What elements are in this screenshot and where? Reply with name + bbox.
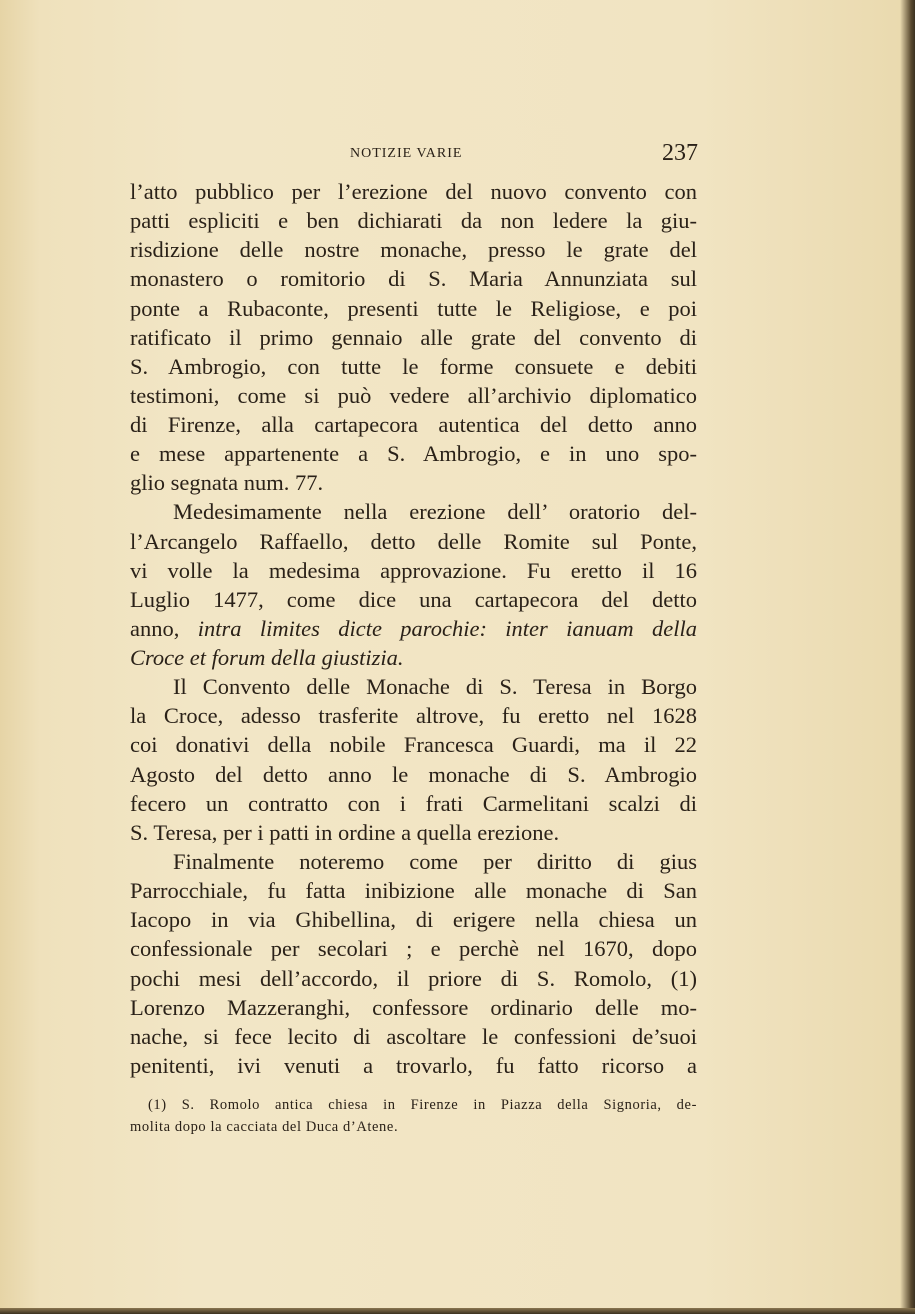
footnote-line: (1) S. Romolo antica chiesa in Firenze in Piazza della Signoria, de- — [148, 1097, 697, 1113]
italic-quote: Croce et forum della giustizia. — [130, 645, 404, 671]
text-line — [130, 906, 697, 934]
text-span: di Firenze, alla cartapecora autentica del detto anno — [130, 412, 697, 438]
text-line — [130, 965, 697, 993]
text-line — [130, 178, 697, 206]
page-edge — [0, 1308, 915, 1314]
text-line — [130, 586, 697, 614]
text-line — [130, 615, 697, 643]
text-span: penitenti, ivi venuti a trovarlo, fu fatto ricorso a — [130, 1052, 697, 1078]
text-line — [130, 324, 697, 352]
text-line — [130, 731, 697, 759]
text-line — [130, 994, 697, 1022]
text-span: confessionale per secolari ; e perchè nel 1670, dopo — [130, 936, 697, 962]
text-span: Medesimamente nella erezione dell’ oratorio del- — [173, 499, 697, 525]
text-line — [130, 295, 697, 323]
text-span: Agosto del detto anno le monache di S. Ambrogio — [130, 761, 697, 787]
text-span: Iacopo in via Ghibellina, di erigere nella chiesa un — [130, 907, 697, 933]
text-line — [130, 557, 697, 585]
text-span: nache, si fece lecito di ascoltare le confessioni de’suoi — [130, 1023, 697, 1049]
text-line — [130, 877, 697, 905]
text-span: glio segnata num. 77. — [130, 470, 324, 496]
text-line — [130, 819, 697, 847]
text-span: l’Arcangelo Raffaello, detto delle Romite sul Ponte, — [130, 528, 697, 554]
text-span: ponte a Rubaconte, presenti tutte le Religiose, e poi — [130, 295, 697, 321]
text-span: vi volle la medesima approvazione. Fu eretto il 16 — [130, 557, 697, 583]
text-line — [173, 673, 697, 701]
text-line — [173, 848, 697, 876]
text-span: la Croce, adesso trasferite altrove, fu eretto nel 1628 — [130, 703, 697, 729]
text-line — [130, 644, 697, 672]
text-line — [130, 935, 697, 963]
text-span: ratificato il primo gennaio alle grate del convento di — [130, 324, 697, 350]
text-line — [130, 790, 697, 818]
text-span: Luglio 1477, come dice una cartapecora del detto — [130, 586, 697, 612]
running-header: NOTIZIE VARIE — [350, 146, 463, 161]
text-span: fecero un contratto con i frati Carmelitani scalzi di — [130, 790, 697, 816]
text-span: Il Convento delle Monache di S. Teresa in Borgo — [173, 674, 697, 700]
text-span: coi donativi della nobile Francesca Guardi, ma il 22 — [130, 732, 697, 758]
text-line — [130, 1052, 697, 1080]
text-line — [130, 469, 697, 497]
text-span: pochi mesi dell’accordo, il priore di S. Romolo, (1) — [130, 965, 697, 991]
footnote-line: molita dopo la cacciata del Duca d’Atene. — [130, 1119, 399, 1135]
text-span: S. Teresa, per i patti in ordine a quella erezione. — [130, 819, 560, 845]
text-line — [130, 382, 697, 410]
text-line — [130, 411, 697, 439]
text-line — [130, 440, 697, 468]
text-span: S. Ambrogio, con tutte le forme consuete e debiti — [130, 353, 697, 379]
text-line — [130, 265, 697, 293]
italic-quote: intra limites dicte parochie: inter ianuam della — [197, 615, 697, 641]
text-line — [130, 207, 697, 235]
text-line — [173, 498, 697, 526]
text-span: patti espliciti e ben dichiarati da non ledere la giu- — [130, 208, 697, 234]
text-span: Lorenzo Mazzeranghi, confessore ordinario delle mo- — [130, 994, 697, 1020]
text-span: anno, — [130, 615, 198, 641]
text-line — [130, 528, 697, 556]
text-line — [130, 236, 697, 264]
page-number: 237 — [662, 140, 698, 166]
text-span: Parrocchiale, fu fatta inibizione alle monache di San — [130, 878, 697, 904]
text-span: monastero o romitorio di S. Maria Annunziata sul — [130, 266, 697, 292]
text-span: risdizione delle nostre monache, presso le grate del — [130, 237, 697, 263]
text-span: e mese appartenente a S. Ambrogio, e in uno spo- — [130, 441, 697, 467]
text-span: Finalmente noteremo come per diritto di gius — [173, 848, 697, 874]
text-span: l’atto pubblico per l’erezione del nuovo convento con — [130, 179, 697, 204]
text-line — [130, 1023, 697, 1051]
text-line — [130, 761, 697, 789]
text-line — [130, 702, 697, 730]
text-line — [130, 353, 697, 381]
text-span: testimoni, come si può vedere all’archivio diplomatico — [130, 382, 697, 408]
